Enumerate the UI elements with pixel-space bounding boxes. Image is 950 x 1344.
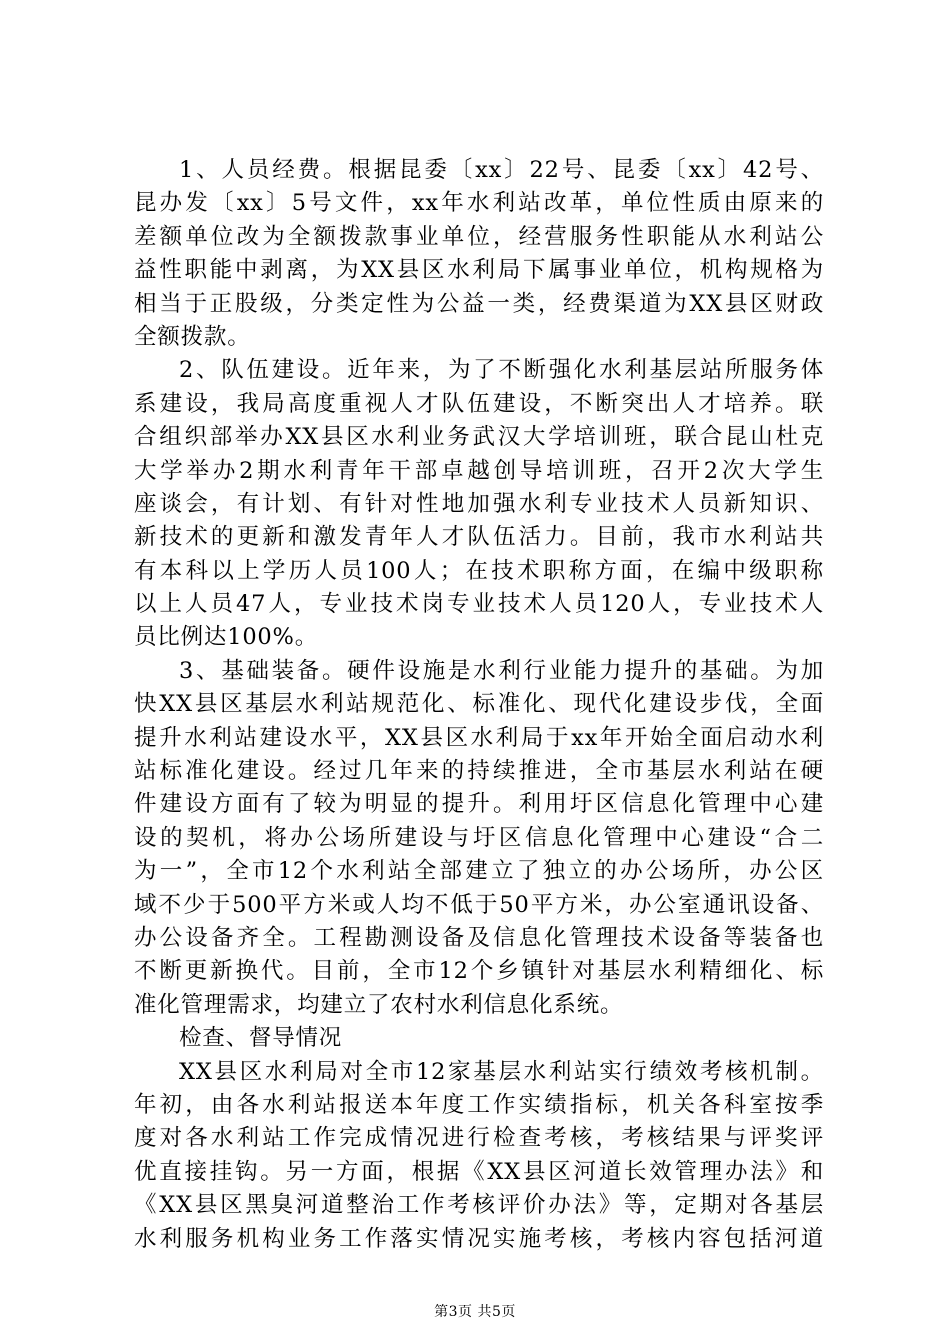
text-line: 快XX县区基层水利站规范化、标准化、现代化建设步伐，全面 bbox=[134, 691, 824, 718]
text-line: 《XX县区黑臭河道整治工作考核评价办法》等，定期对各基层 bbox=[134, 1192, 824, 1219]
text-line: 昆办发〔xx〕5号文件，xx年水利站改革，单位性质由原来的 bbox=[134, 190, 824, 217]
text-line: 准化管理需求，均建立了农村水利信息化系统。 bbox=[134, 991, 624, 1018]
text-line: 域不少于500平方米或人均不低于50平方米，办公室通讯设备、 bbox=[134, 891, 824, 918]
text-line: 水利服务机构业务工作落实情况实施考核，考核内容包括河道 bbox=[134, 1225, 824, 1252]
text-line: 座谈会，有计划、有针对性地加强水利专业技术人员新知识、 bbox=[134, 490, 824, 517]
text-line: 不断更新换代。目前，全市12个乡镇针对基层水利精细化、标 bbox=[134, 958, 824, 985]
page-footer: 第3页 共5页 bbox=[434, 1304, 516, 1320]
text-line: 大学举办2期水利青年干部卓越创导培训班，召开2次大学生 bbox=[134, 457, 824, 484]
text-line: 件建设方面有了较为明显的提升。利用圩区信息化管理中心建 bbox=[134, 791, 824, 818]
text-line: 办公设备齐全。工程勘测设备及信息化管理技术设备等装备也 bbox=[134, 924, 824, 951]
text-line: 以上人员47人，专业技术岗专业技术人员120人，专业技术人 bbox=[134, 591, 824, 618]
text-line: 员比例达100%。 bbox=[134, 624, 319, 651]
text-line: 设的契机，将办公场所建设与圩区信息化管理中心建设“合二 bbox=[134, 824, 824, 851]
text-line: 站标准化建设。经过几年来的持续推进，全市基层水利站在硬 bbox=[134, 758, 824, 785]
text-line: XX县区水利局对全市12家基层水利站实行绩效考核机制。 bbox=[179, 1058, 824, 1085]
text-line: 2、队伍建设。近年来，为了不断强化水利基层站所服务体 bbox=[179, 357, 824, 384]
text-line: 新技术的更新和激发青年人才队伍活力。目前，我市水利站共 bbox=[134, 524, 824, 551]
text-line: 系建设，我局高度重视人才队伍建设，不断突出人才培养。联 bbox=[134, 390, 824, 417]
text-line: 检查、督导情况 bbox=[179, 1025, 343, 1052]
text-line: 为一”，全市12个水利站全部建立了独立的办公场所，办公区 bbox=[134, 858, 824, 885]
text-line: 合组织部举办XX县区水利业务武汉大学培训班，联合昆山杜克 bbox=[134, 424, 824, 451]
text-line: 年初，由各水利站报送本年度工作实绩指标，机关各科室按季 bbox=[134, 1091, 824, 1118]
text-line: 提升水利站建设水平，XX县区水利局于xx年开始全面启动水利 bbox=[134, 724, 824, 751]
text-line: 全额拨款。 bbox=[134, 323, 251, 350]
text-line: 1、人员经费。根据昆委〔xx〕22号、昆委〔xx〕42号、 bbox=[179, 157, 824, 183]
text-line: 优直接挂钩。另一方面，根据《XX县区河道长效管理办法》和 bbox=[134, 1158, 824, 1185]
text-line: 有本科以上学历人员100人；在技术职称方面，在编中级职称 bbox=[134, 557, 824, 584]
text-line: 3、基础装备。硬件设施是水利行业能力提升的基础。为加 bbox=[179, 657, 824, 684]
text-line: 益性职能中剥离，为XX县区水利局下属事业单位，机构规格为 bbox=[134, 257, 824, 284]
text-line: 相当于正股级，分类定性为公益一类，经费渠道为XX县区财政 bbox=[134, 290, 824, 317]
document-body bbox=[134, 154, 824, 1256]
text-line: 差额单位改为全额拨款事业单位，经营服务性职能从水利站公 bbox=[134, 223, 824, 250]
text-line: 度对各水利站工作完成情况进行检查考核，考核结果与评奖评 bbox=[134, 1125, 824, 1152]
